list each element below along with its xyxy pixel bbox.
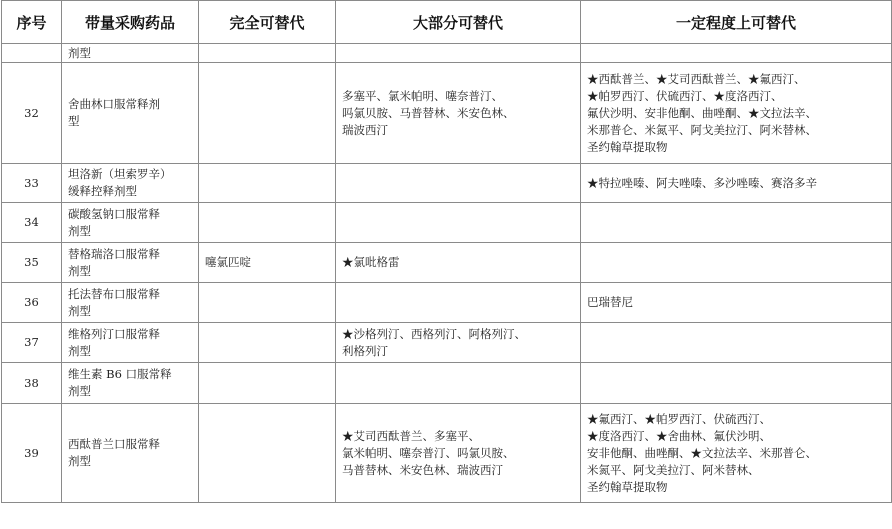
header-row bbox=[2, 1, 892, 44]
cell-drug: 托法替布口服常释 剂型 bbox=[62, 283, 199, 323]
drug-substitution-table bbox=[1, 0, 892, 503]
cell-full bbox=[199, 44, 336, 63]
header-no: 序号 bbox=[2, 1, 62, 44]
cell-most bbox=[336, 44, 581, 63]
cell-most: 多塞平、氯米帕明、噻奈普汀、 吗氯贝胺、马普替林、米安色林、 瑞波西汀 bbox=[336, 63, 581, 164]
cell-no: 36 bbox=[2, 283, 62, 323]
cell-no: 38 bbox=[2, 363, 62, 404]
cell-partial bbox=[581, 44, 892, 63]
cell-drug: 坦洛新（坦索罗辛） 缓释控释剂型 bbox=[62, 164, 199, 203]
cell-drug: 维生素 B6 口服常释 剂型 bbox=[62, 363, 199, 404]
cell-most bbox=[336, 363, 581, 404]
cell-most: ★氯吡格雷 bbox=[336, 243, 581, 283]
table-row bbox=[2, 363, 892, 404]
cell-drug: 西酞普兰口服常释 剂型 bbox=[62, 404, 199, 503]
cell-full bbox=[199, 283, 336, 323]
cell-partial: ★氟西汀、★帕罗西汀、伏硫西汀、 ★度洛西汀、★舍曲林、氟伏沙明、 安非他酮、曲唑酮、★文拉法辛、米那普仑、 米氮平、阿戈美拉汀、阿米替林、 圣约翰草提取物 bbox=[581, 404, 892, 503]
cell-partial: 巴瑞替尼 bbox=[581, 283, 892, 323]
cell-partial bbox=[581, 243, 892, 283]
table-row bbox=[2, 404, 892, 503]
header-drug: 带量采购药品 bbox=[62, 1, 199, 44]
cell-drug: 碳酸氢钠口服常释 剂型 bbox=[62, 203, 199, 243]
cell-full bbox=[199, 404, 336, 503]
cell-partial bbox=[581, 203, 892, 243]
table-row bbox=[2, 243, 892, 283]
cell-partial bbox=[581, 323, 892, 363]
cell-no: 32 bbox=[2, 63, 62, 164]
cell-no: 35 bbox=[2, 243, 62, 283]
cell-full bbox=[199, 63, 336, 164]
cell-drug: 剂型 bbox=[62, 44, 199, 63]
cell-full: 噻氯匹啶 bbox=[199, 243, 336, 283]
table-row bbox=[2, 323, 892, 363]
cell-most: ★沙格列汀、西格列汀、阿格列汀、 利格列汀 bbox=[336, 323, 581, 363]
cell-drug: 舍曲林口服常释剂 型 bbox=[62, 63, 199, 164]
continuation-row bbox=[2, 44, 892, 63]
cell-no: 37 bbox=[2, 323, 62, 363]
header-full: 完全可替代 bbox=[199, 1, 336, 44]
cell-no: 34 bbox=[2, 203, 62, 243]
table-row bbox=[2, 164, 892, 203]
header-partial: 一定程度上可替代 bbox=[581, 1, 892, 44]
cell-full bbox=[199, 164, 336, 203]
cell-partial: ★西酞普兰、★艾司西酞普兰、★氟西汀、 ★帕罗西汀、伏硫西汀、★度洛西汀、 氟伏沙明、安非他酮、曲唑酮、★文拉法辛、 米那普仑、米氮平、阿戈美拉汀、阿米替林、 圣约翰草提取物 bbox=[581, 63, 892, 164]
table-row bbox=[2, 203, 892, 243]
header-most: 大部分可替代 bbox=[336, 1, 581, 44]
table-row bbox=[2, 63, 892, 164]
cell-most bbox=[336, 203, 581, 243]
cell-full bbox=[199, 323, 336, 363]
cell-most bbox=[336, 164, 581, 203]
cell-no: 33 bbox=[2, 164, 62, 203]
cell-most bbox=[336, 283, 581, 323]
cell-partial: ★特拉唑嗪、阿夫唑嗪、多沙唑嗪、赛洛多辛 bbox=[581, 164, 892, 203]
cell-partial bbox=[581, 363, 892, 404]
cell-no: 39 bbox=[2, 404, 62, 503]
cell-no bbox=[2, 44, 62, 63]
cell-drug: 维格列汀口服常释 剂型 bbox=[62, 323, 199, 363]
cell-drug: 替格瑞洛口服常释 剂型 bbox=[62, 243, 199, 283]
table-row bbox=[2, 283, 892, 323]
cell-full bbox=[199, 203, 336, 243]
cell-full bbox=[199, 363, 336, 404]
cell-most: ★艾司西酞普兰、多塞平、 氯米帕明、噻奈普汀、吗氯贝胺、 马普替林、米安色林、瑞波西汀 bbox=[336, 404, 581, 503]
